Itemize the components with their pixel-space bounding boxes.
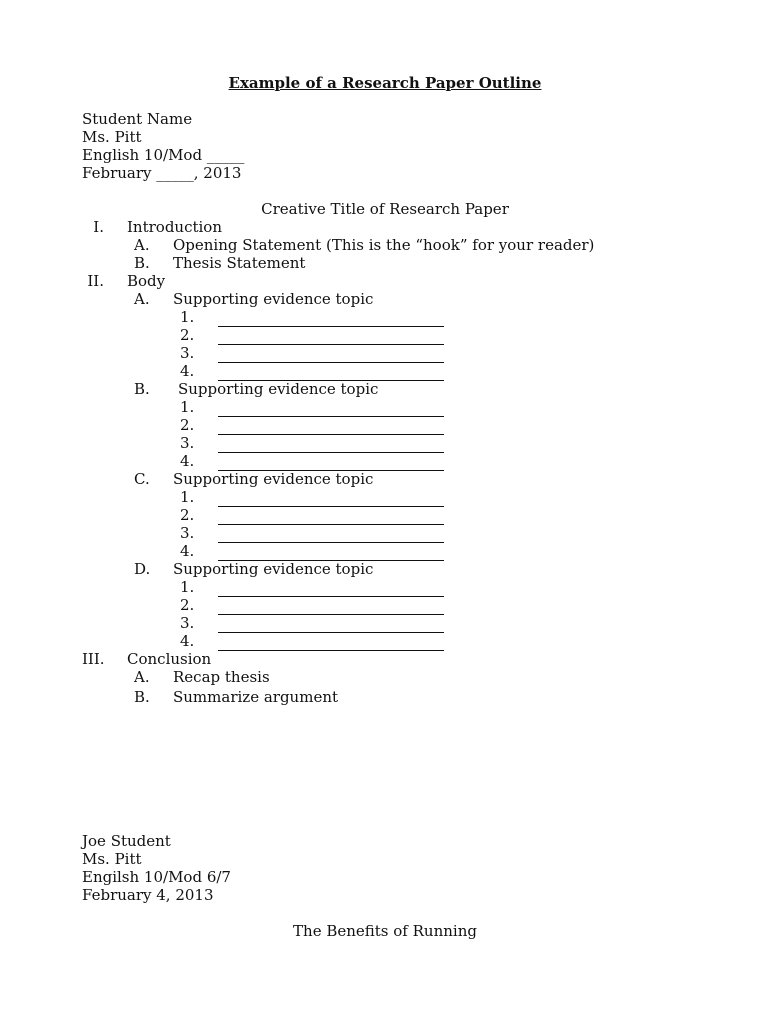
- outline-section-label: Body: [127, 272, 166, 290]
- outline-item-text: Thesis Statement: [173, 254, 306, 272]
- paper-title: Creative Title of Research Paper: [261, 200, 509, 218]
- fill-in-blank-line: [218, 596, 444, 597]
- header-date: February _____, 2013: [82, 164, 242, 182]
- document-title: Example of a Research Paper Outline: [228, 74, 542, 92]
- outline-number: 2.: [180, 326, 195, 344]
- fill-in-blank-line: [218, 650, 444, 651]
- fill-in-blank-line: [218, 326, 444, 327]
- outline-number: 1.: [180, 488, 195, 506]
- outline-number: 3.: [180, 434, 195, 452]
- outline-letter: A.: [134, 236, 150, 254]
- fill-in-blank-line: [218, 434, 444, 435]
- fill-in-blank-line: [218, 632, 444, 633]
- outline-number: 4.: [180, 362, 195, 380]
- fill-in-blank-line: [218, 506, 444, 507]
- outline-letter: A.: [134, 668, 150, 686]
- outline-number: 1.: [180, 308, 195, 326]
- example-teacher: Ms. Pitt: [82, 850, 142, 868]
- outline-number: 3.: [180, 344, 195, 362]
- outline-letter: A.: [134, 290, 150, 308]
- outline-number: 4.: [180, 452, 195, 470]
- outline-item-text: Supporting evidence topic: [173, 470, 374, 488]
- outline-numeral: I.: [93, 218, 104, 236]
- fill-in-blank-line: [218, 362, 444, 363]
- outline-letter: B.: [134, 688, 150, 706]
- outline-letter: B.: [134, 254, 150, 272]
- outline-item-text: Supporting evidence topic: [173, 560, 374, 578]
- outline-number: 1.: [180, 578, 195, 596]
- example-date: February 4, 2013: [82, 886, 214, 904]
- outline-item-text: Recap thesis: [173, 668, 270, 686]
- example-student-name: Joe Student: [82, 832, 171, 850]
- outline-section-label: Introduction: [127, 218, 222, 236]
- outline-number: 3.: [180, 524, 195, 542]
- fill-in-blank-line: [218, 614, 444, 615]
- header-student-name: Student Name: [82, 110, 193, 128]
- fill-in-blank-line: [218, 344, 444, 345]
- outline-number: 1.: [180, 398, 195, 416]
- fill-in-blank-line: [218, 452, 444, 453]
- outline-letter: C.: [134, 470, 150, 488]
- outline-item-text: Supporting evidence topic: [178, 380, 379, 398]
- outline-numeral: III.: [82, 650, 105, 668]
- outline-number: 2.: [180, 506, 195, 524]
- outline-letter: B.: [134, 380, 150, 398]
- header-teacher: Ms. Pitt: [82, 128, 142, 146]
- example-paper-title: The Benefits of Running: [293, 922, 477, 940]
- outline-section-label: Conclusion: [127, 650, 212, 668]
- example-class: Engilsh 10/Mod 6/7: [82, 868, 231, 886]
- fill-in-blank-line: [218, 542, 444, 543]
- outline-number: 2.: [180, 596, 195, 614]
- header-class: English 10/Mod _____: [82, 146, 245, 164]
- fill-in-blank-line: [218, 524, 444, 525]
- outline-letter: D.: [134, 560, 151, 578]
- outline-item-text: Summarize argument: [173, 688, 339, 706]
- fill-in-blank-line: [218, 416, 444, 417]
- outline-number: 4.: [180, 542, 195, 560]
- outline-number: 2.: [180, 416, 195, 434]
- outline-item-text: Supporting evidence topic: [173, 290, 374, 308]
- outline-item-text: Opening Statement (This is the “hook” for your reader): [173, 236, 595, 254]
- outline-number: 4.: [180, 632, 195, 650]
- outline-numeral: II.: [87, 272, 104, 290]
- outline-number: 3.: [180, 614, 195, 632]
